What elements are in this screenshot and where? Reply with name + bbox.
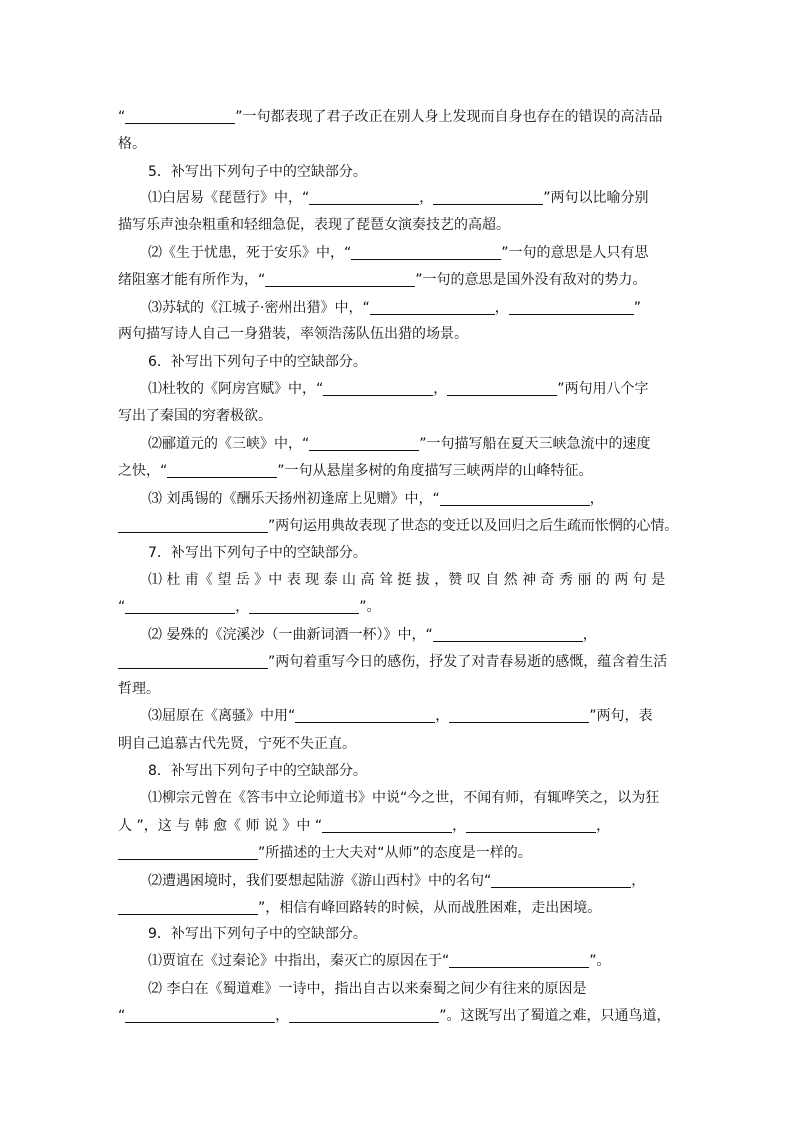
answer-blank[interactable] (265, 271, 415, 287)
text-segment: 描写乐声浊杂粗重和轻细急促，表现了琵琶女演奏技艺的高超。 (118, 217, 510, 233)
text-segment: ”一句从悬崖多树的角度描写三峡两岸的山峰特征。 (277, 463, 593, 479)
text-segment: ”。 (589, 953, 611, 969)
answer-blank[interactable] (125, 1007, 275, 1023)
answer-blank[interactable] (370, 299, 495, 315)
text-segment: ⑴杜牧的《阿房宫赋》中，“ (148, 381, 324, 397)
text-segment: ⑵《生于忧患，死于安乐》中，“ (148, 245, 352, 261)
answer-blank[interactable] (491, 872, 631, 888)
text-segment: ⑶ 刘禹锡的《酬乐天扬州初逢席上见赠》中，“ (148, 491, 440, 507)
text-segment: ”一句的意思是人只有思 (501, 245, 649, 261)
answer-blank[interactable] (118, 899, 258, 915)
text-line (118, 596, 678, 618)
text-segment: ⑶苏轼的《江城子·密州出猎》中，“ (148, 300, 370, 316)
text-segment: 格。 (118, 136, 146, 152)
answer-blank[interactable] (447, 380, 557, 396)
text-segment: ⑴ 杜 甫《 望 岳 》中 表 现 泰 山 高 耸 挺 拔 ，赞 叹 自 然 神 奇 秀 丽 的 两 句 是 (148, 572, 666, 588)
text-segment: “ (118, 599, 126, 615)
answer-blank[interactable] (125, 598, 235, 614)
text-segment: ， (452, 818, 467, 834)
answer-blank[interactable] (433, 626, 583, 642)
text-line (148, 787, 678, 809)
text-segment: ， (275, 1008, 290, 1024)
text-segment: ⑴柳宗元曾在《答韦中立论师道书》中说“今之世，不闻有师，有辄哗笑之，以为狂 (148, 790, 660, 806)
text-line (148, 187, 678, 209)
answer-blank[interactable] (249, 598, 359, 614)
text-segment: ”一句都表现了君子改正在别人身上发现而自身也存在的错误的高洁品 (235, 109, 663, 125)
text-segment: ” (633, 300, 641, 316)
text-segment: 之快，“ (118, 463, 168, 479)
text-segment: ”。 (359, 599, 381, 615)
text-segment: 6．补写出下列句子中的空缺部分。 (148, 354, 367, 370)
text-line (148, 542, 678, 564)
text-segment: ⑵郦道元的《三峡》中，“ (148, 436, 310, 452)
text-line (118, 269, 678, 291)
text-segment: ”，相信有峰回路转的时候，从而战胜困难，走出困境。 (258, 900, 602, 916)
text-segment: 8．补写出下列句子中的空缺部分。 (148, 763, 367, 779)
text-segment: ⑵ 晏殊的《浣溪沙（一曲新词酒一杯）》中，“ (148, 627, 433, 643)
text-segment: ⑵ 李白在《蜀道难》一诗中，指出自古以来秦蜀之间少有往来的原因是 (148, 981, 587, 997)
text-line (148, 378, 678, 400)
answer-blank[interactable] (466, 817, 596, 833)
text-line (148, 978, 678, 1000)
text-line (148, 624, 678, 646)
text-line (118, 323, 678, 345)
text-line (118, 897, 678, 919)
text-line (148, 242, 678, 264)
text-line (148, 433, 678, 455)
text-line (118, 678, 678, 700)
answer-blank[interactable] (125, 108, 235, 124)
text-segment: 5．补写出下列句子中的空缺部分。 (148, 164, 367, 180)
text-segment: 哲理。 (118, 681, 160, 697)
text-segment: ”。这既写出了蜀道之难，只通鸟道， (439, 1008, 671, 1024)
text-segment: ， (494, 300, 509, 316)
text-segment: 人 ”，这 与 韩 愈《 师 说 》中 “ (118, 818, 323, 834)
text-segment: 绪阻塞才能有所作为，“ (118, 272, 266, 288)
text-segment: 明自己追慕古代先贤，宁死不失正直。 (118, 736, 356, 752)
answer-blank[interactable] (167, 462, 277, 478)
answer-blank[interactable] (323, 380, 433, 396)
text-line (148, 870, 678, 892)
text-segment: ， (435, 708, 450, 724)
text-line (148, 705, 678, 727)
text-segment: ， (235, 599, 250, 615)
text-segment: ”两句着重写今日的感伤，抒发了对青春易逝的感慨，蕴含着生活 (268, 654, 668, 670)
answer-blank[interactable] (351, 244, 501, 260)
answer-blank[interactable] (433, 189, 543, 205)
text-line (148, 351, 678, 373)
text-segment: ”一句描写船在夏天三峡急流中的速度 (419, 436, 651, 452)
answer-blank[interactable] (440, 490, 590, 506)
text-segment: “ (118, 109, 126, 125)
text-segment: ， (419, 190, 434, 206)
text-line (148, 161, 678, 183)
text-segment: ”两句运用典故表现了世态的变迁以及回归之后生疏而怅惘的心情。 (268, 518, 679, 534)
answer-blank[interactable] (118, 844, 258, 860)
text-segment: ， (589, 491, 604, 507)
text-line (118, 815, 678, 837)
text-segment: ， (582, 627, 597, 643)
text-segment: 7．补写出下列句子中的空缺部分。 (148, 545, 367, 561)
answer-blank[interactable] (309, 189, 419, 205)
text-segment: ， (596, 818, 611, 834)
text-line (118, 651, 678, 673)
text-line (148, 923, 678, 945)
answer-blank[interactable] (118, 517, 268, 533)
text-line (118, 515, 678, 537)
text-segment: ”两句以比喻分别 (543, 190, 649, 206)
text-segment: ， (433, 381, 448, 397)
text-line (148, 297, 678, 319)
answer-blank[interactable] (509, 299, 634, 315)
text-segment: ⑴贾谊在《过秦论》中指出，秦灭亡的原因在于“ (148, 953, 450, 969)
answer-blank[interactable] (449, 707, 589, 723)
text-line (118, 1005, 678, 1027)
text-line (118, 842, 678, 864)
text-segment: ⑴白居易《琵琶行》中，“ (148, 190, 310, 206)
text-segment: 写出了秦国的穷奢极欲。 (118, 408, 272, 424)
answer-blank[interactable] (118, 653, 268, 669)
answer-blank[interactable] (322, 817, 452, 833)
text-line (148, 569, 678, 591)
text-line (118, 460, 678, 482)
answer-blank[interactable] (289, 1007, 439, 1023)
text-segment: “ (118, 1008, 126, 1024)
text-segment: ”两句用八个字 (557, 381, 649, 397)
text-segment: ”两句，表 (589, 708, 653, 724)
text-segment: ”所描述的士大夫对“从师”的态度是一样的。 (258, 845, 532, 861)
text-segment: 两句描写诗人自己一身猎装，率领浩荡队伍出猎的场景。 (118, 326, 468, 342)
text-line (148, 760, 678, 782)
text-segment: ⑶屈原在《离骚》中用“ (148, 708, 296, 724)
answer-blank[interactable] (449, 952, 589, 968)
text-line (118, 133, 678, 155)
text-line (148, 488, 678, 510)
text-line (118, 214, 678, 236)
text-segment: 9．补写出下列句子中的空缺部分。 (148, 926, 367, 942)
answer-blank[interactable] (295, 707, 435, 723)
text-segment: ”一句的意思是国外没有敌对的势力。 (415, 272, 647, 288)
text-line (118, 405, 678, 427)
text-segment: ， (631, 873, 646, 889)
text-line (148, 950, 678, 972)
answer-blank[interactable] (309, 435, 419, 451)
text-line (118, 733, 678, 755)
text-segment: ⑵遭遇困境时，我们要想起陆游《游山西村》中的名句“ (148, 873, 492, 889)
text-line (118, 106, 678, 128)
